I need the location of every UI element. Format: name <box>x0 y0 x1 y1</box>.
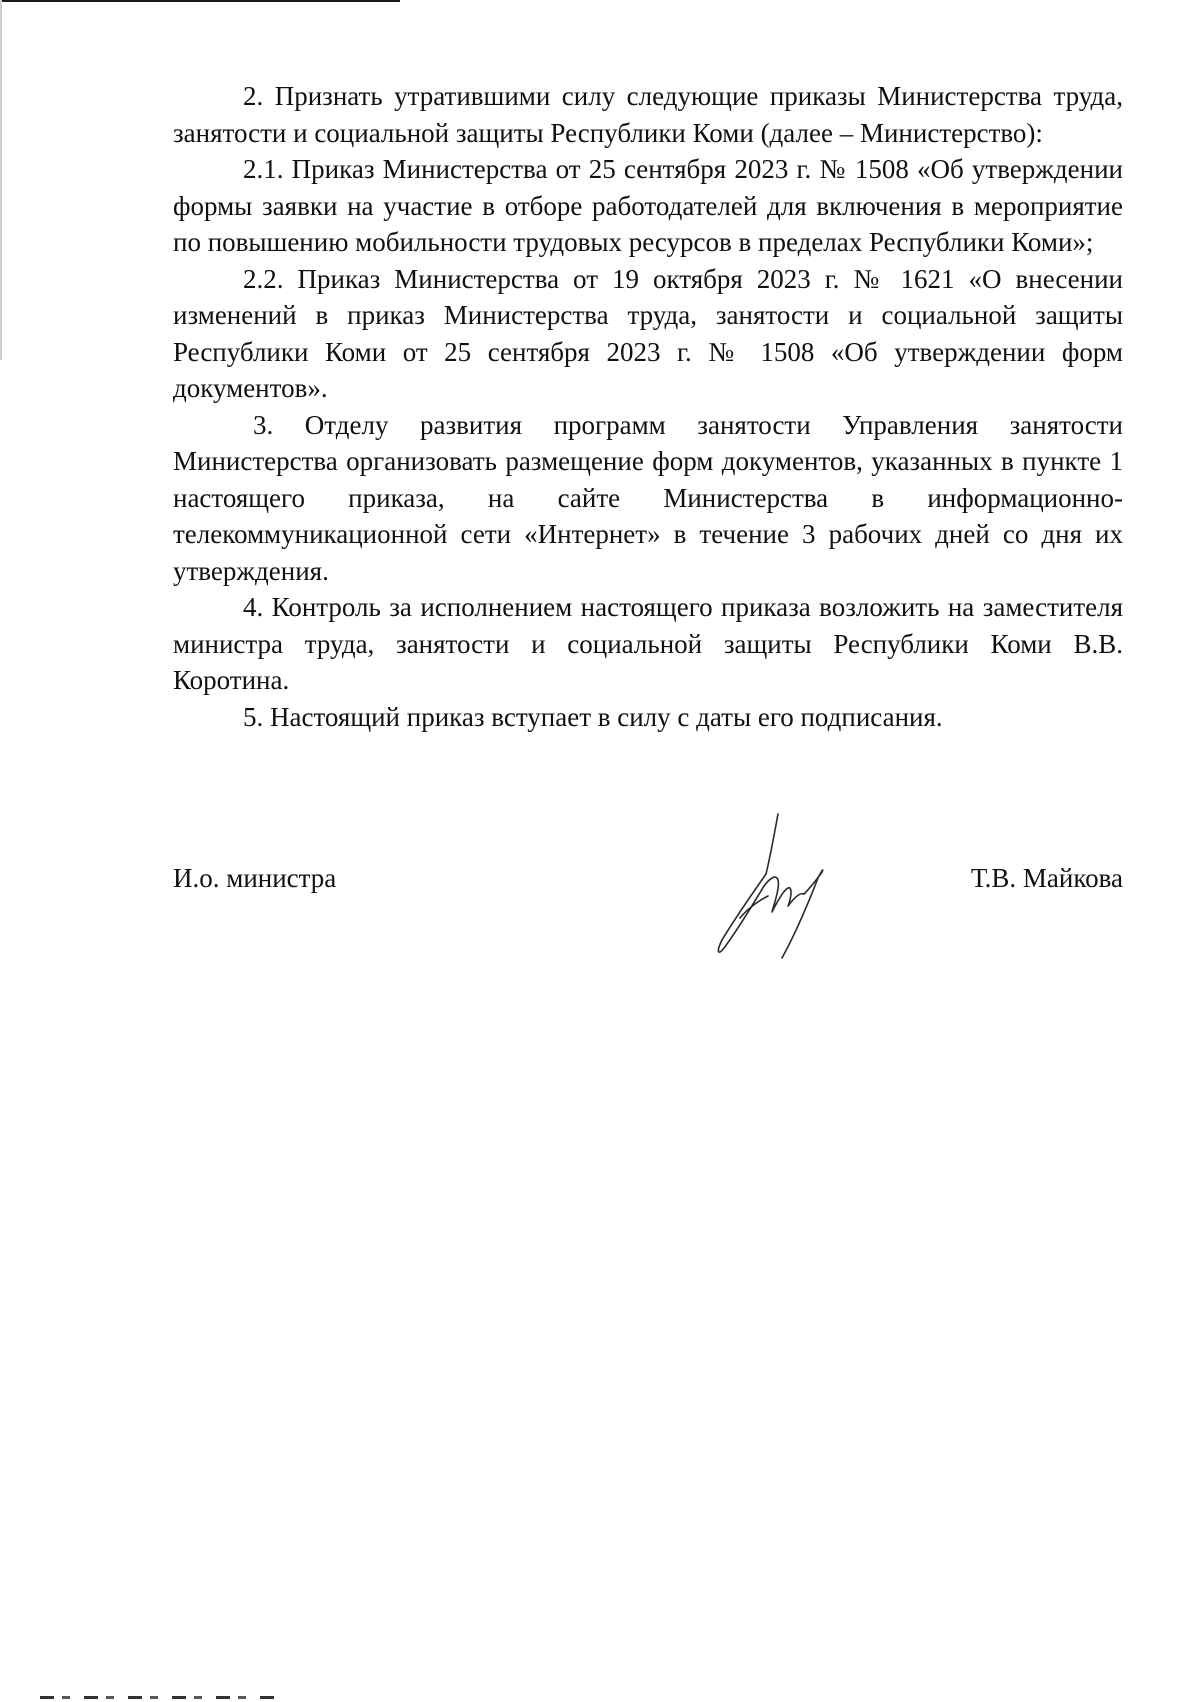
signature-block <box>173 860 1123 900</box>
scan-artifact-bottom-noise <box>40 1696 280 1699</box>
signatory-name: Т.В. Майкова <box>970 863 1123 893</box>
paragraph-3: 3. Отделу развития программ занятости Управления занятости Министерства организовать размещение форм документов, указанных в пункте 1 настоящего приказа, на сайте Министерства в информационно-телекоммуникационной сети «Интернет» в течение 3 рабочих дней со дня их утверждения. <box>173 409 1123 586</box>
paragraph-2-1: 2.1. Приказ Министерства от 25 сентября 2023 г. № 1508 «Об утверждении формы заявки на участие в отборе работодателей для включения в мероприятие по повышению мобильности трудовых ресурсов в пределах Республики Коми»; <box>173 154 1123 257</box>
paragraph-2: 2. Признать утратившими силу следующие приказы Министерства труда, занятости и социальной защиты Республики Коми (далее – Министерство): <box>173 81 1123 148</box>
document-body <box>173 78 1123 735</box>
scan-artifact-left-edge <box>0 0 2 360</box>
paragraph-2-2: 2.2. Приказ Министерства от 19 октября 2023 г. № 1621 «О внесении изменений в приказ Министерства труда, занятости и социальной защиты Республики Коми от 25 сентября 2023 г. № 1508 «Об утверждении форм документов». <box>173 263 1123 403</box>
handwritten-signature-icon <box>690 808 840 968</box>
paragraph-4: 4. Контроль за исполнением настоящего приказа возложить на заместителя министра труда, занятости и социальной защиты Республики Коми В.В. Коротина. <box>173 592 1123 695</box>
scan-artifact-top-line <box>0 0 400 2</box>
paragraph-5: 5. Настоящий приказ вступает в силу с даты его подписания. <box>243 701 943 732</box>
signatory-position: И.о. министра <box>173 863 337 893</box>
